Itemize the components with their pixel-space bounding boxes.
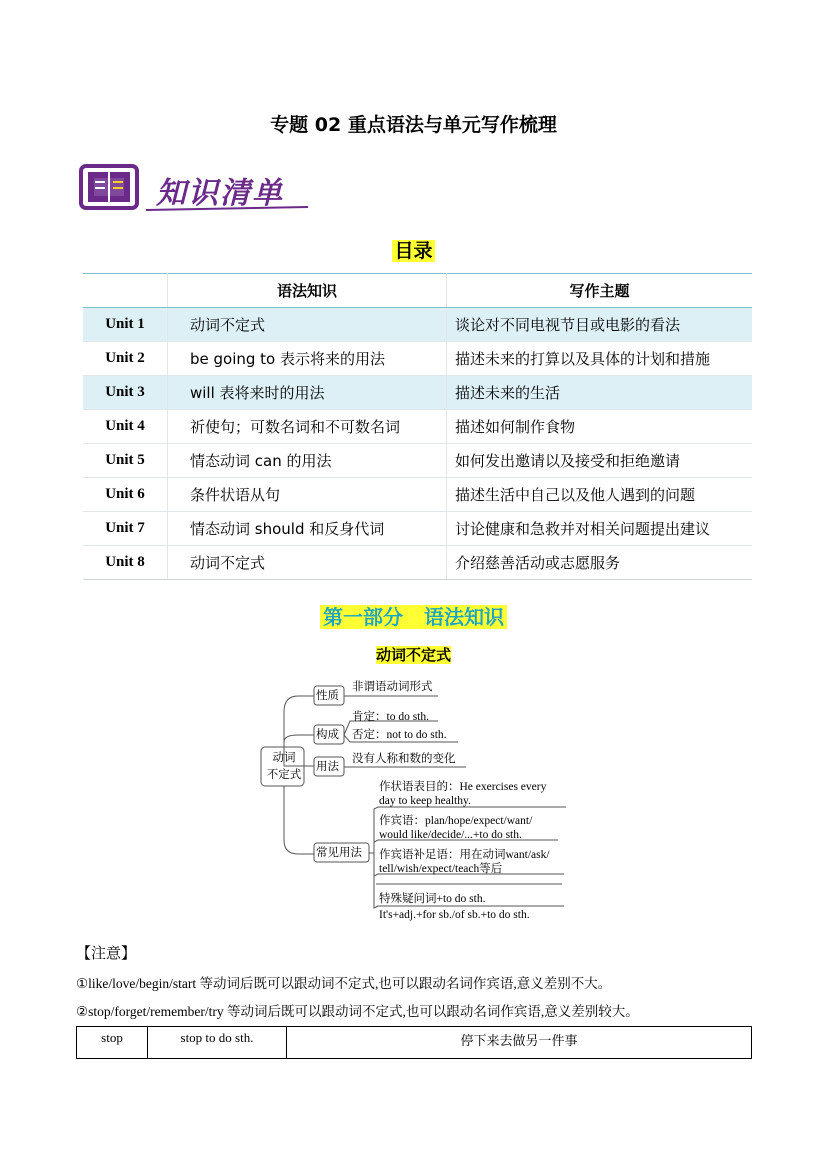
infinitive-mindmap <box>258 672 570 930</box>
unit-cell: Unit 3 <box>83 376 168 410</box>
section-title: 动词不定式 <box>375 646 451 664</box>
grammar-cell: 动词不定式 <box>168 546 447 580</box>
table-row <box>83 444 752 478</box>
table-row <box>83 308 752 342</box>
toc-table <box>83 273 752 580</box>
grammar-cell: be going to 表示将来的用法 <box>168 342 447 376</box>
mindmap-common-item: 作宾语：plan/hope/expect/want/ would like/decide/...+to do sth. <box>379 815 533 841</box>
writing-cell: 讨论健康和急救并对相关问题提出建议 <box>447 512 753 546</box>
mindmap-root: 动词 不定式 <box>266 752 302 781</box>
unit-cell: Unit 8 <box>83 546 168 580</box>
table-header-row <box>83 274 752 308</box>
unit-cell: Unit 2 <box>83 342 168 376</box>
writing-cell: 描述生活中自己以及他人遇到的问题 <box>447 478 753 512</box>
unit-cell: Unit 1 <box>83 308 168 342</box>
table-row <box>77 1027 752 1059</box>
mindmap-nature-label: 性质 <box>316 690 339 702</box>
banner-label: 知识清单 <box>156 176 284 211</box>
mindmap-common-label: 常见用法 <box>316 847 362 859</box>
unit-cell: Unit 5 <box>83 444 168 478</box>
unit-cell: Unit 7 <box>83 512 168 546</box>
table-row <box>83 478 752 512</box>
writing-cell: 描述未来的打算以及具体的计划和措施 <box>447 342 753 376</box>
writing-cell: 描述未来的生活 <box>447 376 753 410</box>
unit-cell: Unit 4 <box>83 410 168 444</box>
verb-cell: stop <box>77 1027 148 1059</box>
mindmap-nature-text: 非谓语动词形式 <box>352 681 433 693</box>
note-item: ②stop/forget/remember/try 等动词后既可以跟动词不定式,也可以跟动名词作宾语,意义差别较大。 <box>76 1004 639 1019</box>
note-heading: 【注意】 <box>76 944 137 962</box>
table-row <box>83 376 752 410</box>
grammar-cell: will 表将来时的用法 <box>168 376 447 410</box>
table-row <box>83 512 752 546</box>
mindmap-usage-label: 用法 <box>316 761 339 773</box>
mindmap-common-item: 特殊疑问词+to do sth. It's+adj.+for sb./of sb.+to do sth. <box>379 893 530 921</box>
part-title: 第一部分 语法知识 <box>0 601 827 630</box>
writing-cell: 谈论对不同电视节目或电影的看法 <box>447 308 753 342</box>
table-row <box>83 410 752 444</box>
mindmap-usage-text: 没有人称和数的变化 <box>352 753 456 765</box>
mindmap-common-item: 作宾语补足语：用在动词want/ask/ tell/wish/expect/teach等后 <box>379 849 550 875</box>
table-row <box>83 546 752 580</box>
mindmap-form-pos: 肯定：to do sth. <box>352 711 429 723</box>
header-cell: 语法知识 <box>168 274 447 308</box>
grammar-cell: 情态动词 can 的用法 <box>168 444 447 478</box>
mindmap-form-neg: 否定：not to do sth. <box>352 729 447 741</box>
page-title: 专题 02 重点语法与单元写作梳理 <box>270 114 557 136</box>
writing-cell: 介绍慈善活动或志愿服务 <box>447 546 753 580</box>
note-item: ①like/love/begin/start 等动词后既可以跟动词不定式,也可以跟动名词作宾语,意义差别不大。 <box>76 976 612 991</box>
mindmap-common-item: 作状语表目的：He exercises every day to keep healthy. <box>379 781 547 807</box>
usage-table <box>76 1026 752 1059</box>
unit-cell: Unit 6 <box>83 478 168 512</box>
writing-cell: 如何发出邀请以及接受和拒绝邀请 <box>447 444 753 478</box>
grammar-cell: 动词不定式 <box>168 308 447 342</box>
header-cell: 写作主题 <box>447 274 753 308</box>
form-cell: stop to do sth. <box>148 1027 287 1059</box>
writing-cell: 描述如何制作食物 <box>447 410 753 444</box>
grammar-cell: 条件状语从句 <box>168 478 447 512</box>
header-cell <box>83 274 168 308</box>
grammar-cell: 祈使句；可数名词和不可数名词 <box>168 410 447 444</box>
knowledge-banner <box>78 160 313 216</box>
mindmap-form-label: 构成 <box>316 729 339 741</box>
table-row <box>83 342 752 376</box>
toc-title: 目录 <box>394 240 433 262</box>
meaning-cell: 停下来去做另一件事 <box>287 1027 752 1059</box>
grammar-cell: 情态动词 should 和反身代词 <box>168 512 447 546</box>
